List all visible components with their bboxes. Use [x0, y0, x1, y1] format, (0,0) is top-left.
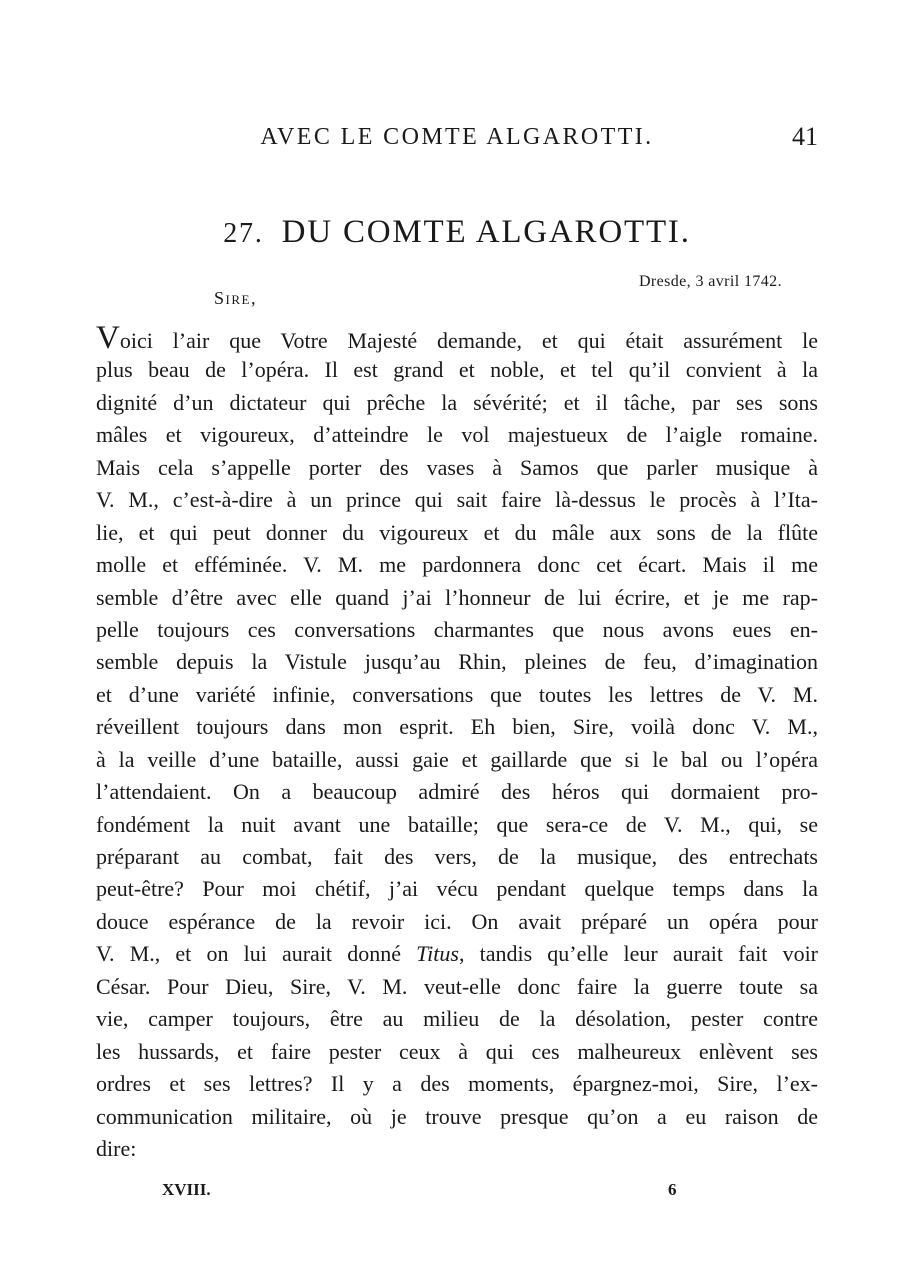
- body-line: pelle toujours ces conversations charmantes que nous avons eues en-: [96, 616, 818, 642]
- body-line: ordres et ses lettres? Il y a des moments, épargnez-moi, Sire, l’ex-: [96, 1071, 818, 1097]
- dateline: Dresde, 3 avril 1742.: [638, 273, 782, 290]
- body-line: Mais cela s’appelle porter des vases à Samos que parler musique à: [96, 454, 818, 480]
- body-line: semble d’être avec elle quand j’ai l’honneur de lui écrire, et je me rap-: [96, 584, 818, 610]
- page-number: 41: [792, 122, 818, 151]
- letter-body: [96, 322, 818, 1165]
- body-line: fondément la nuit avant une bataille; que sera-ce de V. M., qui, se: [96, 811, 818, 837]
- running-head: [96, 120, 818, 154]
- body-line: mâles et vigoureux, d’atteindre le vol majestueux de l’aigle romaine.: [96, 422, 818, 448]
- body-line: douce espérance de la revoir ici. On avait préparé un opéra pour: [96, 908, 818, 934]
- body-line: vie, camper toujours, être au milieu de la désolation, pester contre: [96, 1006, 818, 1032]
- body-line: dire:: [96, 1135, 137, 1161]
- running-title: AVEC LE COMTE ALGAROTTI.: [260, 124, 654, 150]
- body-line: molle et efféminée. V. M. me pardonnera donc cet écart. Mais il me: [96, 552, 818, 578]
- letter-heading: [96, 210, 818, 256]
- body-line: à la veille d’une bataille, aussi gaie et gaillarde que si le bal ou l’opéra: [96, 746, 818, 772]
- body-line: dignité d’un dictateur qui prêche la sévérité; et il tâche, par ses sons: [96, 389, 818, 415]
- drop-cap: V: [96, 322, 120, 355]
- body-line: et d’une variété infinie, conversations que toutes les lettres de V. M.: [96, 681, 818, 707]
- gathering-signature: 6: [668, 1180, 677, 1199]
- body-line: semble depuis la Vistule jusqu’au Rhin, pleines de feu, d’imagination: [96, 649, 818, 675]
- body-line: V. M., c’est-à-dire à un prince qui sait faire là-dessus le procès à l’Ita-: [96, 487, 818, 513]
- volume-signature: XVIII.: [162, 1180, 211, 1199]
- body-line: réveillent toujours dans mon esprit. Eh bien, Sire, voilà donc V. M.,: [96, 714, 818, 740]
- letter-title: DU COMTE ALGAROTTI.: [281, 214, 691, 250]
- salutation: [214, 284, 257, 312]
- body-line: César. Pour Dieu, Sire, V. M. veut-elle donc faire la guerre toute sa: [96, 973, 818, 999]
- body-line: V. M., et on lui aurait donné Titus, tandis qu’elle leur aurait fait voir: [96, 941, 818, 967]
- body-line: préparant au combat, fait des vers, de la musique, des entrechats: [96, 844, 818, 869]
- body-line: Voici l’air que Votre Majesté demande, et qui était assurément le: [96, 322, 818, 355]
- salutation-text: Sire,: [214, 288, 257, 308]
- body-line: les hussards, et faire pester ceux à qui ces malheureux enlèvent ses: [96, 1038, 818, 1064]
- body-line: l’attendaient. On a beaucoup admiré des héros qui dormaient pro-: [96, 779, 818, 805]
- body-line: plus beau de l’opéra. Il est grand et noble, et tel qu’il convient à la: [96, 357, 818, 383]
- body-line: lie, et qui peut donner du vigoureux et du mâle aux sons de la flûte: [96, 519, 818, 545]
- body-line: communication militaire, où je trouve presque qu’on a eu raison de: [96, 1103, 818, 1129]
- body-line: peut-être? Pour moi chétif, j’ai vécu pendant quelque temps dans la: [96, 876, 818, 902]
- letter-number: 27.: [223, 218, 264, 249]
